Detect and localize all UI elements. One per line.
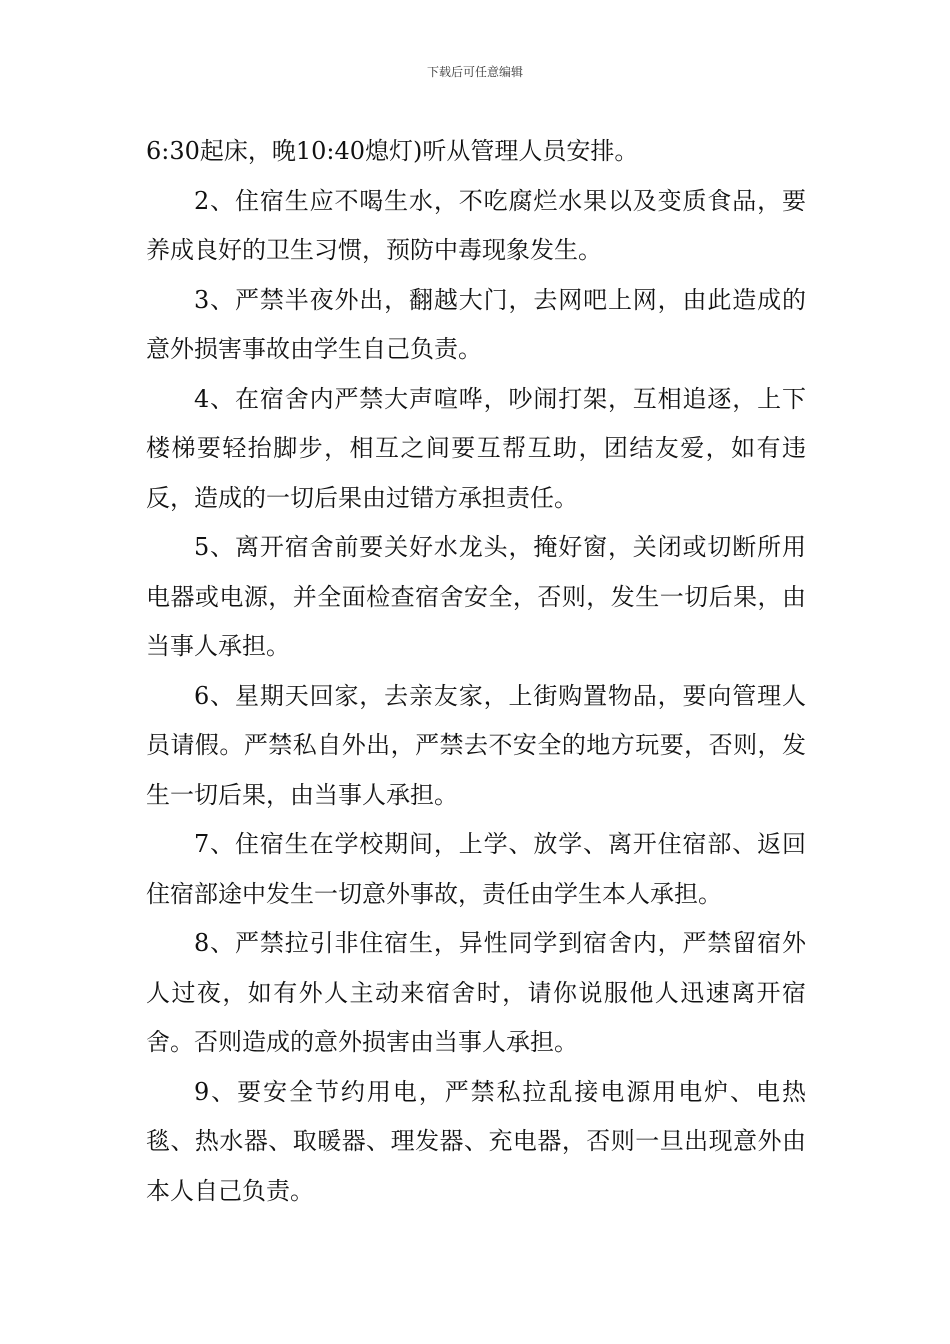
rule-item-5: 5、离开宿舍前要关好水龙头，掩好窗，关闭或切断所用电器或电源，并全面检查宿舍安全，否则，发生一切后果，由当事人承担。: [146, 533, 806, 660]
rule-item-3: 3、严禁半夜外出，翻越大门，去网吧上网，由此造成的意外损害事故由学生自己负责。: [146, 285, 806, 363]
rule-item-2: 2、住宿生应不喝生水，不吃腐烂水果以及变质食品，要养成良好的卫生习惯，预防中毒现象发生。: [146, 186, 806, 264]
document-body: [146, 127, 806, 1216]
rule-item-7: 7、住宿生在学校期间，上学、放学、离开住宿部、返回住宿部途中发生一切意外事故，责任由学生本人承担。: [146, 830, 806, 908]
rule-item-9: 9、要安全节约用电，严禁私拉乱接电源用电炉、电热毯、热水器、取暖器、理发器、充电器，否则一旦出现意外由本人自己负责。: [146, 1077, 806, 1205]
page-header: 下载后可任意编辑: [426, 65, 523, 79]
rule-item-6: 6、星期天回家，去亲友家，上街购置物品，要向管理人员请假。严禁私自外出，严禁去不安全的地方玩要，否则，发生一切后果，由当事人承担。: [146, 681, 806, 809]
paragraph-continuation: 6:30起床，晚10:40熄灯)听从管理人员安排。: [146, 137, 639, 165]
rule-item-8: 8、严禁拉引非住宿生，异性同学到宿舍内，严禁留宿外人过夜，如有外人主动来宿舍时，请你说服他人迅速离开宿舍。否则造成的意外损害由当事人承担。: [146, 929, 806, 1056]
rule-item-4: 4、在宿舍内严禁大声喧哗，吵闹打架，互相追逐，上下楼梯要轻抬脚步，相互之间要互帮互助，团结友爱，如有违反，造成的一切后果由过错方承担责任。: [146, 384, 806, 512]
